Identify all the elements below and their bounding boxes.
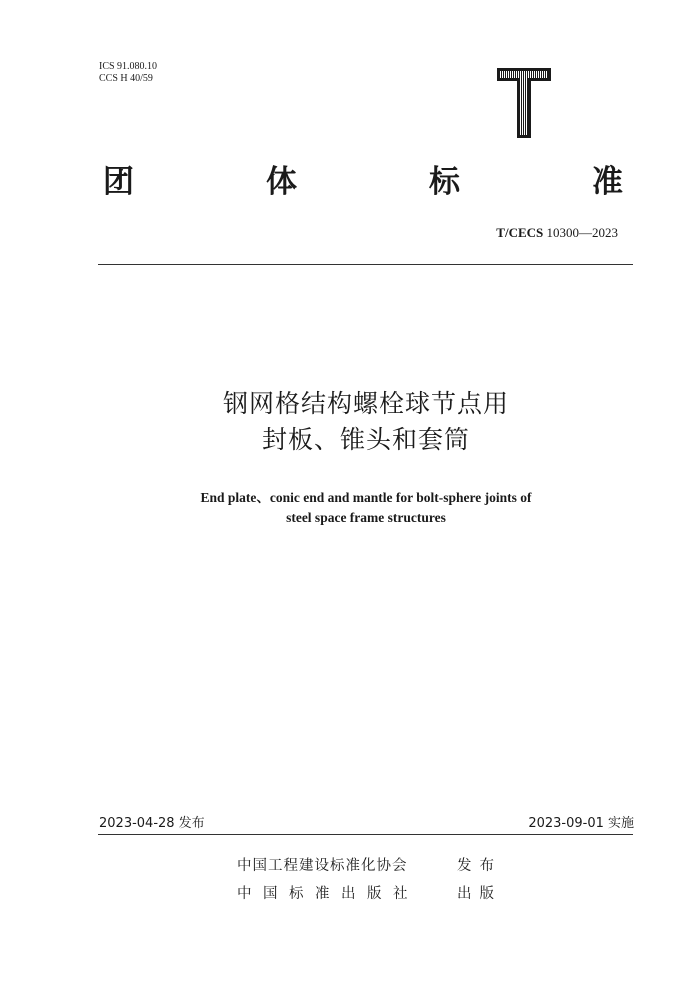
ccs-code: CCS H 40/59 <box>99 73 153 84</box>
group-standard-t-logo <box>497 68 551 138</box>
chinese-title <box>100 386 632 458</box>
publisher-line <box>237 852 502 880</box>
standard-type-char: 体 <box>266 163 297 200</box>
standard-type-char: 标 <box>429 163 460 200</box>
ics-code: ICS 91.080.10 <box>99 61 158 72</box>
english-title-line: End plate、conic end and mantle for bolt-sphere joints of <box>200 490 532 505</box>
standard-number-prefix: T/CECS <box>496 225 544 240</box>
standard-number-value: 10300—2023 <box>546 225 618 240</box>
publisher-role: 发布 <box>457 858 502 874</box>
english-title <box>100 488 632 528</box>
publisher-block <box>237 852 502 908</box>
publisher-org: 中国标准出版社 <box>237 886 419 902</box>
top-divider <box>98 264 633 265</box>
publisher-line <box>237 880 502 908</box>
standard-type-char: 团 <box>103 163 134 200</box>
standard-number <box>496 225 618 241</box>
publisher-role: 出版 <box>457 886 502 902</box>
chinese-title-line: 钢网格结构螺栓球节点用 <box>222 389 509 418</box>
bottom-divider <box>98 834 633 835</box>
chinese-title-line: 封板、锥头和套筒 <box>261 425 470 454</box>
implementation-date: 2023-09-01 实施 <box>528 816 634 831</box>
standard-type-char: 准 <box>592 163 623 200</box>
standard-type-heading <box>103 156 623 200</box>
classification-codes <box>99 61 157 85</box>
publisher-org: 中国工程建设标准化协会 <box>237 858 408 874</box>
english-title-line: steel space frame structures <box>286 510 446 525</box>
issue-date: 2023-04-28 发布 <box>99 816 205 831</box>
